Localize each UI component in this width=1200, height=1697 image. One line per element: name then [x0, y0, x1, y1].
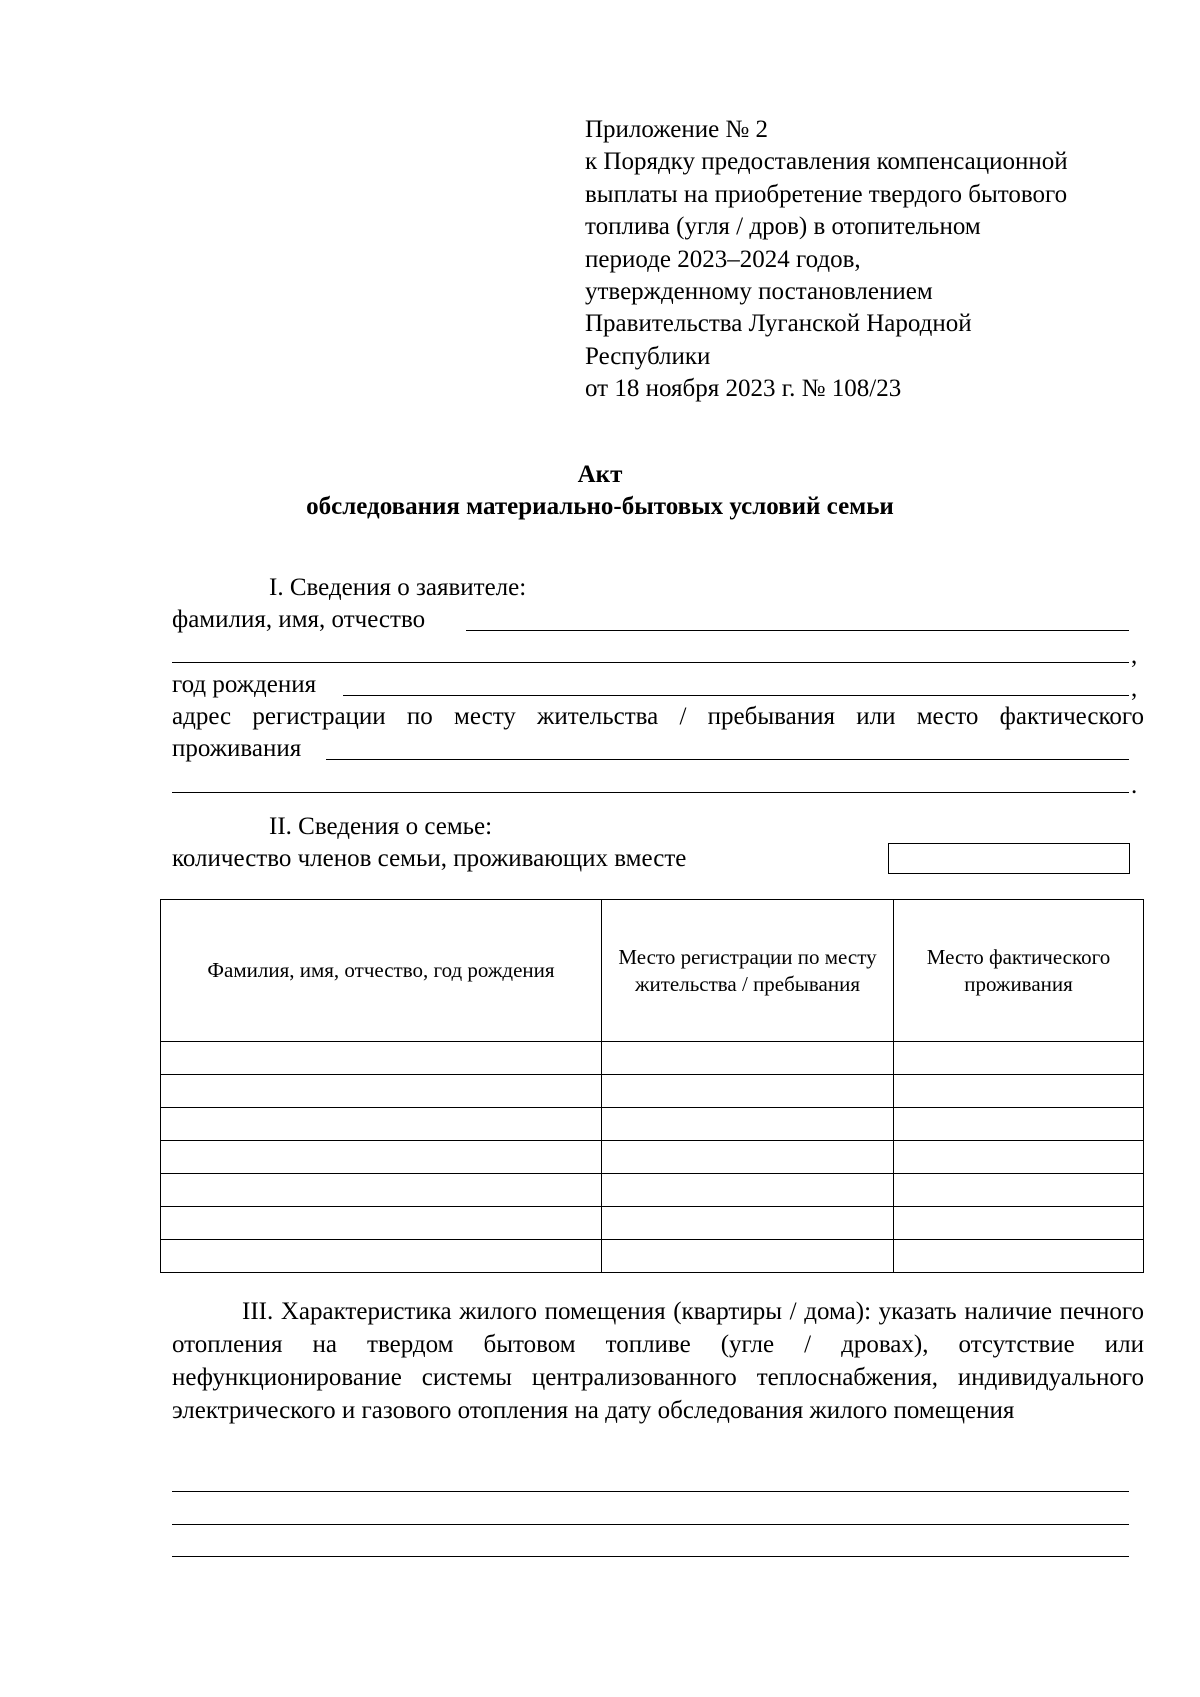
table-row	[161, 1108, 1144, 1141]
fio-label: фамилия, имя, отчество	[172, 606, 426, 633]
address-label: адрес регистрации по месту жительства / пребывания или место фактического	[172, 703, 1144, 730]
col-header-registration: Место регистрации по месту жительства / пребывания	[602, 900, 894, 1042]
table-cell[interactable]	[161, 1042, 602, 1075]
birth-year-label: год рождения	[172, 671, 317, 698]
table-cell[interactable]	[894, 1240, 1144, 1273]
table-cell[interactable]	[161, 1207, 602, 1240]
table-cell[interactable]	[894, 1207, 1144, 1240]
document-subtitle: обследования материально-бытовых условий семьи	[306, 493, 894, 520]
appendix-line: выплаты на приобретение твердого бытового	[585, 180, 1068, 208]
appendix-header	[585, 114, 1155, 406]
table-cell[interactable]	[602, 1075, 894, 1108]
table-cell[interactable]	[161, 1108, 602, 1141]
table-cell[interactable]	[602, 1108, 894, 1141]
table-cell[interactable]	[602, 1141, 894, 1174]
table-cell[interactable]	[602, 1174, 894, 1207]
table-cell[interactable]	[602, 1240, 894, 1273]
table-cell[interactable]	[894, 1108, 1144, 1141]
table-row	[161, 1240, 1144, 1273]
birth-year-input-line[interactable]	[343, 695, 1129, 696]
appendix-line: Приложение № 2	[585, 116, 769, 143]
table-cell[interactable]	[894, 1174, 1144, 1207]
table-cell[interactable]	[161, 1240, 602, 1273]
housing-input-line[interactable]	[172, 1524, 1129, 1525]
col-header-fio: Фамилия, имя, отчество, год рождения	[161, 900, 602, 1042]
appendix-line: утвержденному постановлением	[585, 278, 933, 306]
appendix-line: топлива (угля / дров) в отопительном	[585, 213, 981, 241]
address-label-cont: проживания	[172, 735, 302, 762]
section2-heading: II. Сведения о семье:	[269, 813, 493, 840]
section1-heading: I. Сведения о заявителе:	[269, 574, 527, 601]
table-cell[interactable]	[894, 1042, 1144, 1075]
fio-input-line[interactable]	[466, 630, 1129, 631]
table-row	[161, 1141, 1144, 1174]
family-count-label: количество членов семьи, проживающих вместе	[172, 845, 687, 872]
table-row	[161, 1207, 1144, 1240]
col-header-actual-residence: Место фактического проживания	[894, 900, 1144, 1042]
housing-input-line[interactable]	[172, 1491, 1129, 1492]
table-row	[161, 1042, 1144, 1075]
comma: ,	[1131, 675, 1138, 702]
table-cell[interactable]	[894, 1141, 1144, 1174]
section3-paragraph	[172, 1295, 1144, 1427]
comma: ,	[1131, 642, 1138, 669]
period: .	[1131, 772, 1138, 799]
table-row	[161, 1174, 1144, 1207]
section3-text: III. Характеристика жилого помещения (квартиры / дома): указать наличие печного отопления на твердом бытовом топливе (угле / дровах), отсутствие или нефункционирование системы централизованного теплоснабжения, индивидуального электрического и газового отопления на дату обследования жилого помещения	[172, 1298, 1144, 1424]
table-row	[161, 1075, 1144, 1108]
table-cell[interactable]	[161, 1174, 602, 1207]
address-input-line[interactable]	[326, 759, 1129, 760]
family-count-box[interactable]	[888, 843, 1130, 874]
table-cell[interactable]	[161, 1141, 602, 1174]
address-input-line-2[interactable]	[172, 792, 1129, 793]
appendix-line: периоде 2023–2024 годов,	[585, 245, 861, 273]
table-cell[interactable]	[602, 1042, 894, 1075]
table-cell[interactable]	[894, 1075, 1144, 1108]
fio-input-line-2[interactable]	[172, 662, 1129, 663]
housing-input-line[interactable]	[172, 1556, 1129, 1557]
table-header-row	[161, 900, 1144, 1042]
document-title: Акт	[577, 461, 623, 488]
table-cell[interactable]	[602, 1207, 894, 1240]
appendix-line: к Порядку предоставления компенсационной	[585, 148, 1068, 176]
appendix-line: Республики	[585, 342, 711, 370]
table-cell[interactable]	[161, 1075, 602, 1108]
appendix-line: Правительства Луганской Народной	[585, 310, 972, 338]
family-members-table	[160, 899, 1144, 1273]
appendix-line: от 18 ноября 2023 г. № 108/23	[585, 375, 902, 403]
